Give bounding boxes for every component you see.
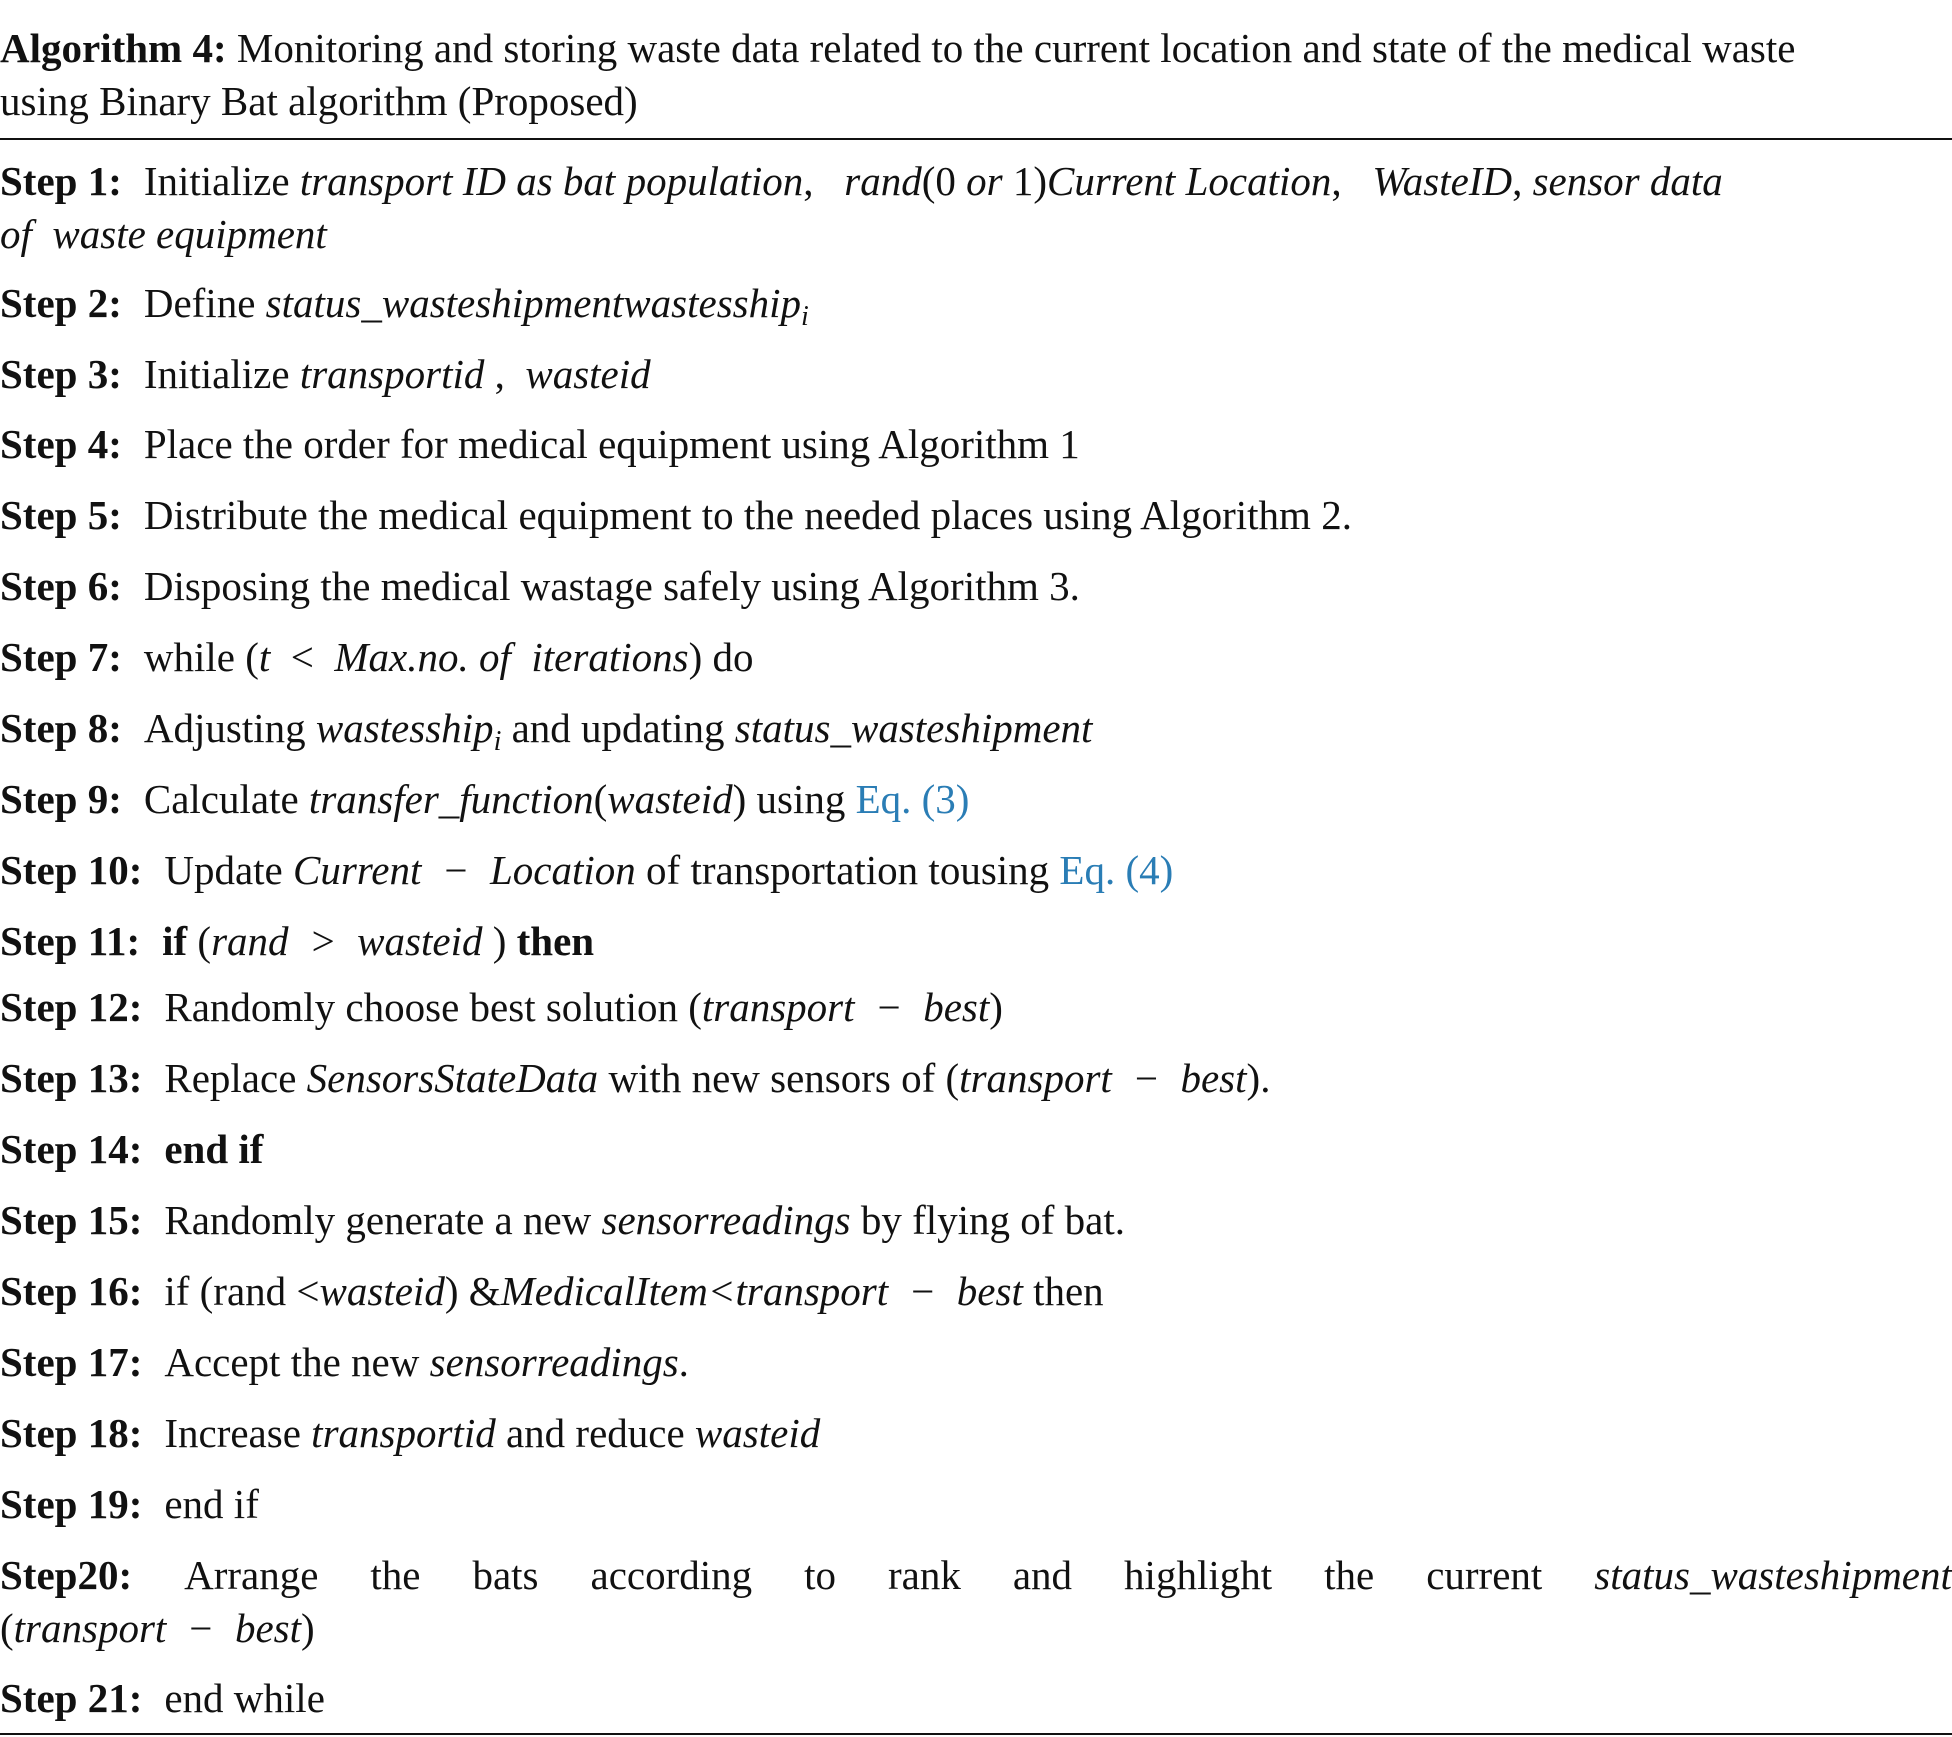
math: Current Location: [1047, 158, 1332, 204]
step-label: Step 21:: [0, 1675, 143, 1721]
math: sensorreadings: [601, 1197, 851, 1243]
step-label: Step 10:: [0, 847, 143, 893]
math: transportid: [299, 351, 485, 397]
math: wastesship: [315, 705, 494, 751]
math: transport − best: [701, 984, 990, 1030]
subscript: i: [801, 301, 809, 332]
step-18: [0, 1407, 1952, 1460]
math: transfer_function: [308, 776, 594, 822]
step-label: Step 13:: [0, 1055, 143, 1101]
math: status_wasteshipment: [1594, 1552, 1952, 1598]
step-label: Step 12:: [0, 984, 143, 1030]
text: Disposing the medical wastage safely using Algorithm 3.: [143, 563, 1080, 609]
text: ,: [803, 158, 845, 204]
text: ,: [1331, 158, 1373, 204]
text: <: [270, 634, 335, 680]
step-20-continuation: [0, 1602, 1952, 1655]
step-label: Step 19:: [0, 1481, 143, 1527]
step-12: [0, 981, 1952, 1034]
step-11: [0, 915, 1952, 968]
math: rand: [844, 158, 922, 204]
text: ,: [1512, 158, 1533, 204]
step-4: [0, 418, 1952, 471]
math: MedicalItem<transport − best: [500, 1268, 1023, 1314]
text: 1): [1002, 158, 1047, 204]
word: rank: [888, 1552, 961, 1598]
step-label: Step 3:: [0, 351, 122, 397]
bottom-rule: [0, 1733, 1952, 1735]
caption-line-2: using Binary Bat algorithm (Proposed): [0, 78, 638, 124]
math: WasteID: [1372, 158, 1513, 204]
math: of waste equipment: [0, 211, 327, 257]
text: ): [989, 984, 1003, 1030]
text: by flying of bat.: [850, 1197, 1126, 1243]
math: wasteid: [694, 1410, 821, 1456]
step-label: Step 11:: [0, 918, 141, 964]
word: Arrange: [184, 1552, 319, 1598]
text: Initialize: [143, 158, 300, 204]
text: Accept the new: [164, 1339, 430, 1385]
eq-4-link[interactable]: Eq. (4): [1059, 847, 1174, 893]
eq-3-link[interactable]: Eq. (3): [855, 776, 970, 822]
step-13: [0, 1052, 1952, 1105]
math: transport − best: [13, 1605, 302, 1651]
step-label: Step 8:: [0, 705, 122, 751]
text: Define: [143, 280, 266, 326]
text: and reduce: [495, 1410, 695, 1456]
math: rand > wasteid: [211, 918, 483, 964]
math: wasteid: [525, 351, 651, 397]
text: ) using: [732, 776, 856, 822]
text: (0: [921, 158, 967, 204]
keyword: then: [516, 918, 595, 964]
text: Adjusting: [143, 705, 316, 751]
math: sensor data: [1532, 158, 1723, 204]
text: ,: [484, 351, 526, 397]
step-label: Step 6:: [0, 563, 122, 609]
text: Place the order for medical equipment using Algorithm 1: [143, 421, 1080, 467]
step-1-continuation: [0, 208, 1952, 261]
math: transport ID as bat population: [299, 158, 804, 204]
text: (: [593, 776, 608, 822]
step-9: [0, 773, 1952, 826]
step-label: Step 5:: [0, 492, 122, 538]
math: Current − Location: [293, 847, 636, 893]
step-7: [0, 631, 1952, 684]
subscript: i: [493, 726, 502, 757]
keyword: if: [162, 918, 188, 964]
word: according: [590, 1552, 753, 1598]
text: Initialize: [143, 351, 300, 397]
text: ): [301, 1605, 315, 1651]
math: or: [966, 158, 1003, 204]
word: and: [1012, 1552, 1073, 1598]
top-rule: [0, 138, 1952, 140]
step-1: [0, 155, 1952, 208]
step-19: [0, 1478, 1952, 1531]
step-3: [0, 348, 1952, 401]
step-label: Step 15:: [0, 1197, 143, 1243]
text: of transportation tousing: [635, 847, 1060, 893]
step-label: Step 4:: [0, 421, 122, 467]
text: Replace: [164, 1055, 307, 1101]
text: (: [187, 918, 212, 964]
math: wasteid: [319, 1268, 445, 1314]
step-label: Step20:: [0, 1552, 133, 1598]
algorithm-label: Algorithm 4:: [0, 25, 227, 71]
text: end while: [164, 1675, 325, 1721]
word: highlight: [1124, 1552, 1273, 1598]
text: ) do: [688, 634, 754, 680]
text: Randomly choose best solution (: [164, 984, 702, 1030]
math: t: [258, 634, 271, 680]
word: the: [370, 1552, 421, 1598]
step-label: Step 17:: [0, 1339, 143, 1385]
text: (: [0, 1605, 14, 1651]
step-8: [0, 702, 1952, 768]
math: status_wasteshipment: [734, 705, 1093, 751]
math: sensorreadings: [429, 1339, 679, 1385]
text: then: [1022, 1268, 1104, 1314]
step-label: Step 18:: [0, 1410, 143, 1456]
step-14: [0, 1123, 1952, 1176]
step-5: [0, 489, 1952, 542]
text: Update: [164, 847, 294, 893]
word: bats: [472, 1552, 539, 1598]
step-15: [0, 1194, 1952, 1247]
math: status_wasteshipmentwastesship: [265, 280, 801, 326]
text: while (: [143, 634, 259, 680]
text: .: [678, 1339, 689, 1385]
text: ) &: [444, 1268, 501, 1314]
text: Distribute the medical equipment to the needed places using Algorithm 2.: [143, 492, 1352, 538]
math: transport − best: [959, 1055, 1247, 1101]
step-label: Step 9:: [0, 776, 122, 822]
math: SensorsStateData: [306, 1055, 599, 1101]
word: to: [804, 1552, 837, 1598]
text: and updating: [501, 705, 735, 751]
text: ).: [1246, 1055, 1271, 1101]
step-label: Step 16:: [0, 1268, 143, 1314]
step-2: [0, 277, 1952, 343]
step-16: [0, 1265, 1952, 1318]
step-6: [0, 560, 1952, 613]
math: wasteid: [607, 776, 733, 822]
text: Randomly generate a new: [164, 1197, 602, 1243]
caption-line-1: Monitoring and storing waste data related to the current location and state of the medical waste: [226, 25, 1796, 71]
step-label: Step 2:: [0, 280, 122, 326]
math: transportid: [311, 1410, 496, 1456]
step-10: [0, 844, 1952, 897]
step-21: [0, 1672, 1952, 1725]
step-label: Step 14:: [0, 1126, 143, 1172]
text: ): [482, 918, 517, 964]
word: current: [1426, 1552, 1543, 1598]
step-20: [0, 1549, 1952, 1602]
step-label: Step 1:: [0, 158, 122, 204]
step-label: Step 7:: [0, 634, 122, 680]
step-17: [0, 1336, 1952, 1389]
algorithm-caption: [0, 22, 1952, 128]
text: Increase: [164, 1410, 312, 1456]
text: with new sensors of (: [598, 1055, 960, 1101]
word: the: [1324, 1552, 1375, 1598]
text: end if: [164, 1481, 259, 1527]
text: Calculate: [143, 776, 309, 822]
text: if (rand <: [164, 1268, 320, 1314]
math: Max.no. of iterations: [334, 634, 689, 680]
keyword: end if: [164, 1126, 264, 1172]
